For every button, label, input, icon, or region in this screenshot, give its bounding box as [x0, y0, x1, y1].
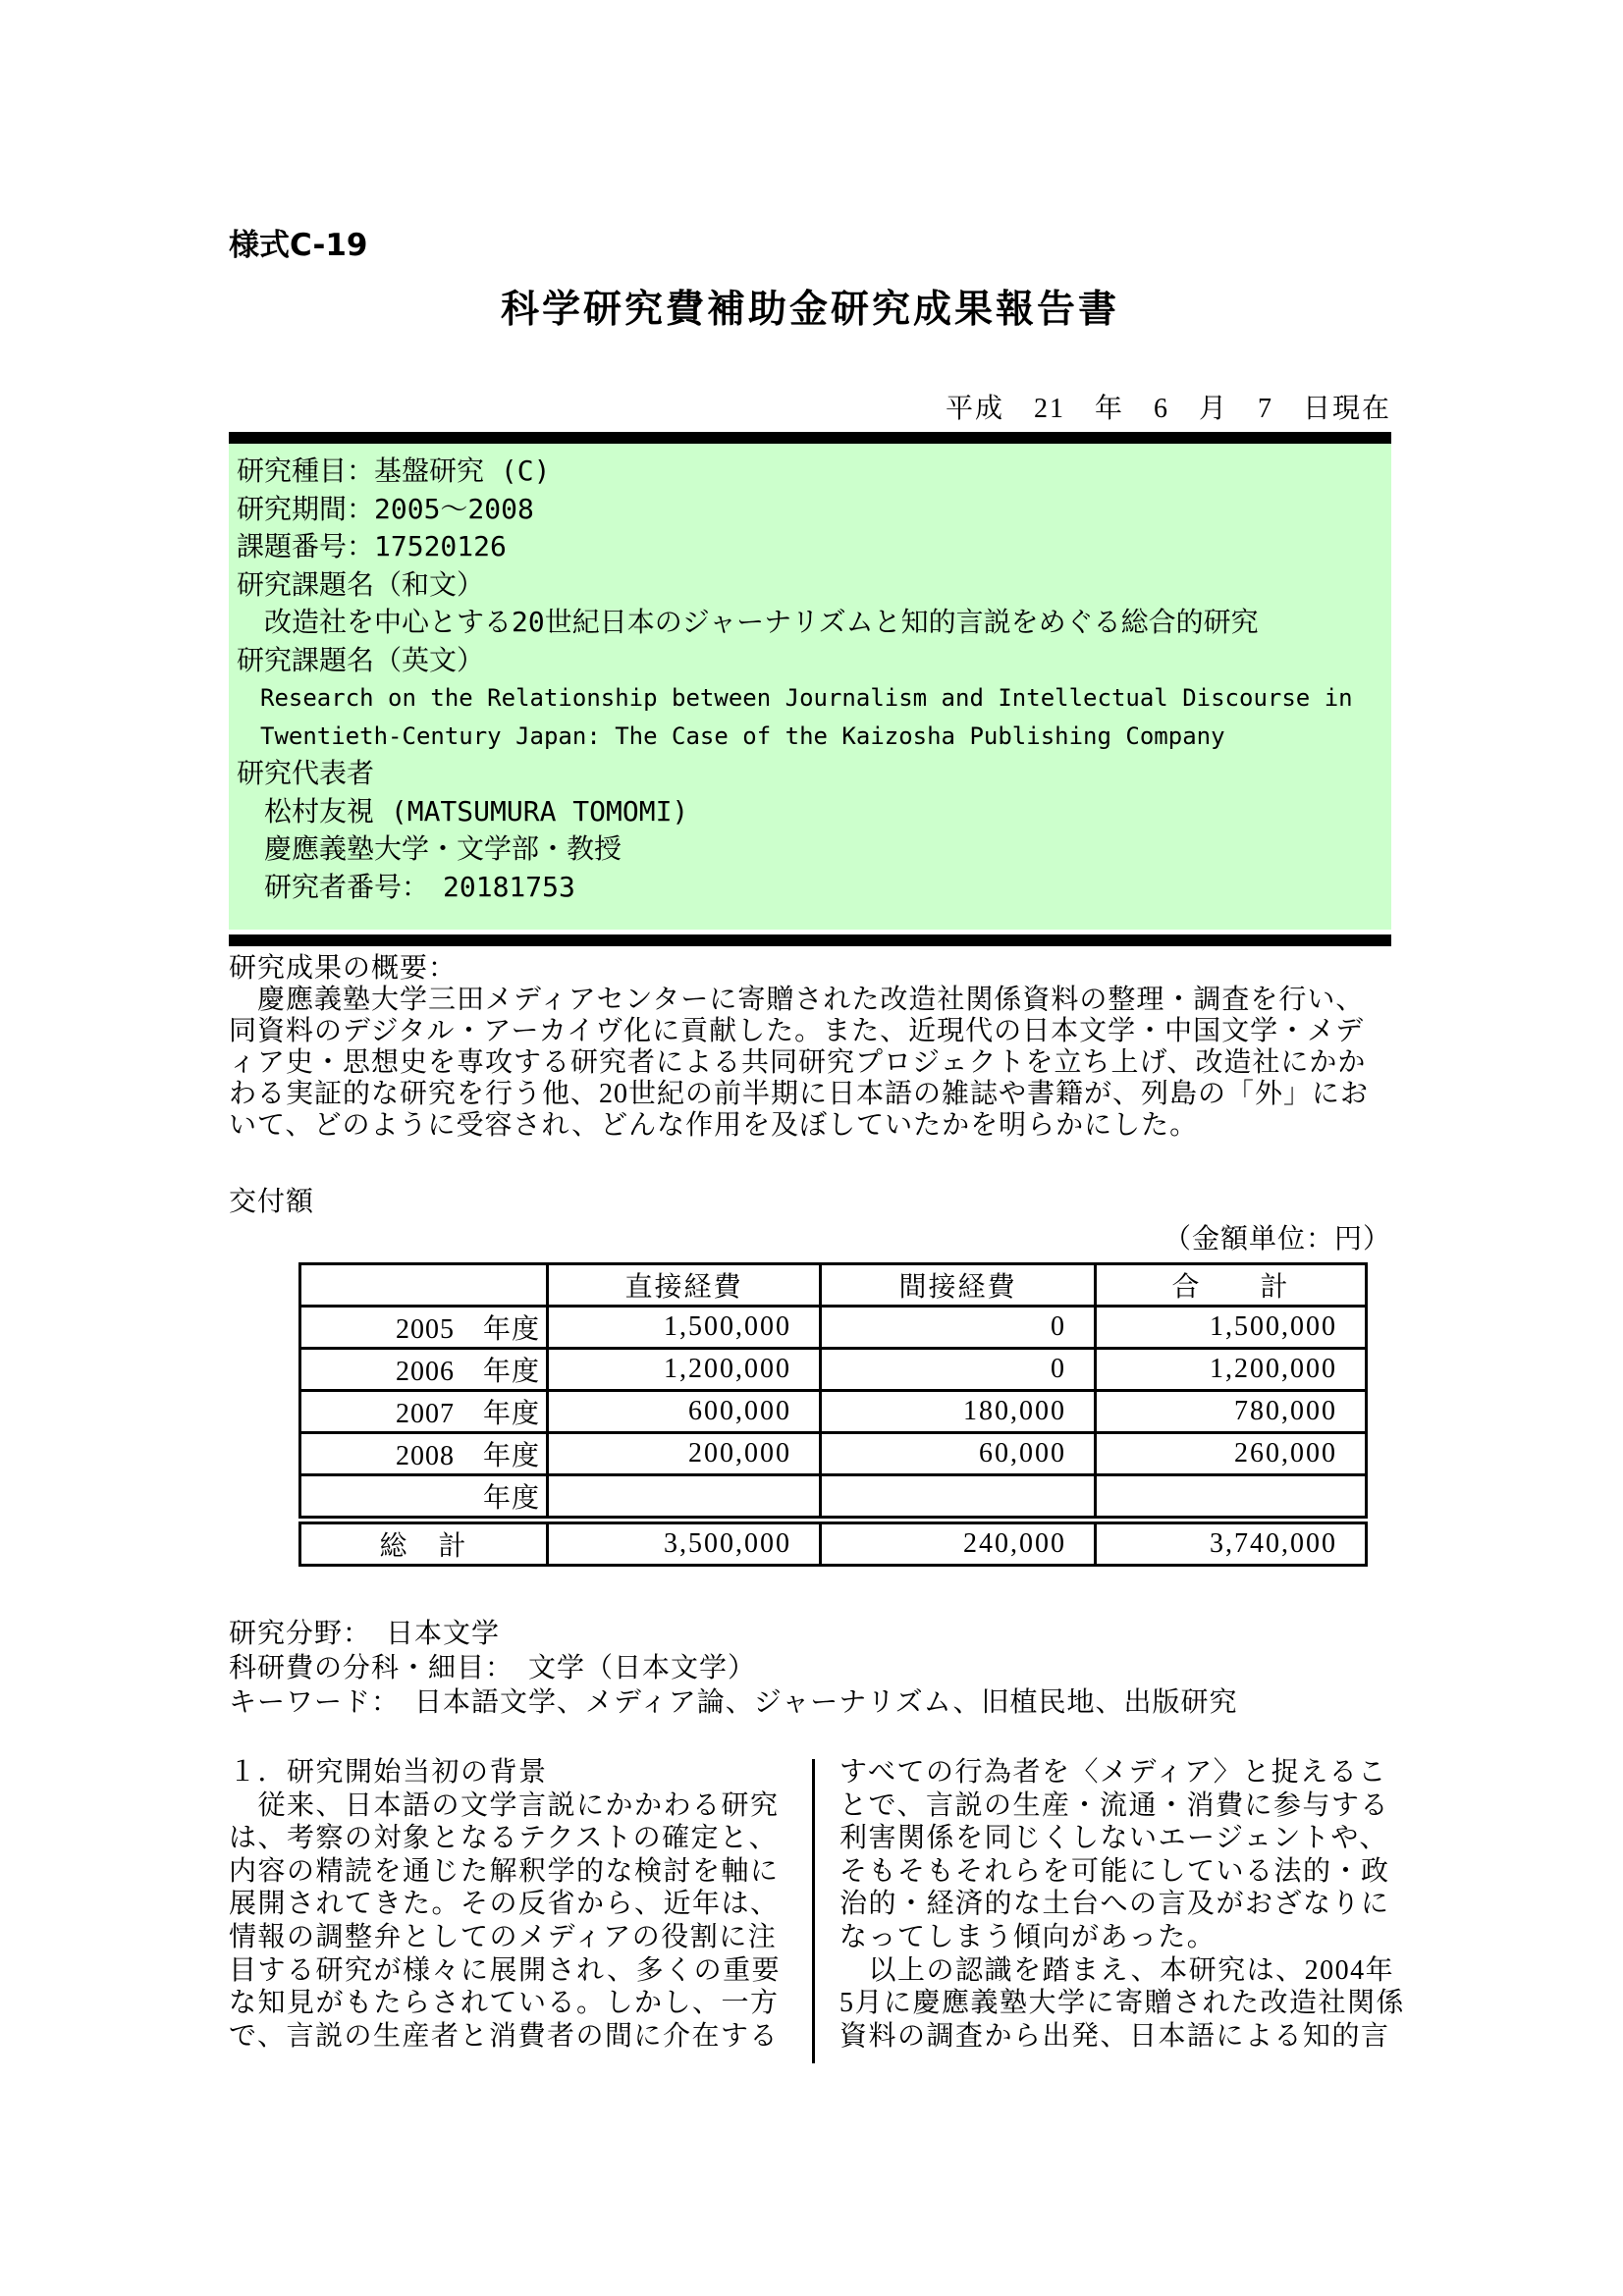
body-text-line: で、言説の生産者と消費者の間に介在する — [229, 2020, 779, 2052]
header-cell-blank — [300, 1264, 548, 1307]
body-text-line: 5月に慶應義塾大学に寄贈された改造社関係 — [839, 1988, 1406, 2019]
body-text-line: 内容の精読を通じた解釈学的な検討を軸に — [229, 1855, 780, 1887]
table-row — [300, 1433, 1367, 1475]
direct-cell: 1,500,000 — [548, 1307, 821, 1349]
research-info-box — [229, 444, 1391, 930]
body-text-line: すべての行為者を〈メディア〉と捉えるこ — [839, 1757, 1387, 1788]
summary-line: 同資料のデジタル・アーカイヴ化に貢献した。また、近現代の日本文学・中国文学・メデ — [229, 1016, 1365, 1046]
header-cell-total: 合 計 — [1096, 1264, 1367, 1307]
bottom-divider-bar — [229, 934, 1391, 946]
direct-total-cell: 3,500,000 — [548, 1521, 821, 1566]
body-text-line: 資料の調査から出発、日本語による知的言 — [839, 2020, 1390, 2052]
keywords-line: キーワード： 日本語文学、メディア論、ジャーナリズム、旧植民地、出版研究 — [229, 1687, 1238, 1718]
year-cell: 年度 — [300, 1475, 548, 1521]
form-code-label: 様式C-19 — [229, 228, 368, 263]
meta-section — [229, 1617, 1237, 1720]
subfield-line: 科研費の分科・細目： 文学（日本文学） — [229, 1653, 757, 1683]
researcher-number-line: 研究者番号： 20181753 — [237, 870, 575, 903]
pi-affiliation-line: 慶應義塾大学・文学部・教授 — [237, 832, 622, 865]
body-text-line: 従来、日本語の文学言説にかかわる研究 — [229, 1789, 780, 1821]
table-total-row — [300, 1521, 1367, 1566]
summary-line: ィア史・思想史を専攻する研究者による共同研究プロジェクトを立ち上げ、改造社にかか — [229, 1047, 1367, 1078]
body-text-line: とで、言説の生産・流通・消費に参与する — [839, 1789, 1389, 1821]
indirect-cell — [821, 1475, 1096, 1521]
indirect-total-cell: 240,000 — [821, 1521, 1096, 1566]
currency-unit-note: （金額単位：円） — [1163, 1224, 1391, 1255]
year-cell: 2008 年度 — [300, 1433, 548, 1475]
summary-section — [229, 953, 1399, 1142]
header-cell-indirect: 間接経費 — [821, 1264, 1096, 1307]
research-field-line: 研究分野： 日本文学 — [229, 1619, 501, 1649]
table-row — [300, 1349, 1367, 1391]
summary-line: 慶應義塾大学三田メディアセンターに寄贈された改造社関係資料の整理・調査を行い、 — [229, 985, 1365, 1015]
body-text-line: 目する研究が様々に展開され、多くの重要 — [229, 1954, 782, 1986]
header-cell-direct: 直接経費 — [548, 1264, 821, 1307]
table-row — [300, 1391, 1367, 1433]
title-en-line-1: Research on the Relationship between Journalism and Intellectual Discourse in — [237, 684, 1353, 712]
body-text-line: 治的・経済的な土台への言及がおざなりに — [839, 1889, 1390, 1920]
body-text-line: １．研究開始当初の背景 — [229, 1757, 548, 1788]
top-divider-bar — [229, 432, 1391, 444]
total-cell: 1,500,000 — [1096, 1307, 1367, 1349]
body-text-line: な知見がもたらされている。しかし、一方 — [229, 1988, 780, 2019]
summary-label: 研究成果の概要： — [229, 953, 458, 984]
summary-lines — [229, 985, 1399, 1142]
current-date-line: 平成 21 年 6 月 7 日現在 — [945, 394, 1391, 424]
indirect-cell: 60,000 — [821, 1433, 1096, 1475]
title-en-label-line: 研究課題名（英文） — [237, 643, 485, 676]
year-cell: 2006 年度 — [300, 1349, 548, 1391]
total-cell: 780,000 — [1096, 1391, 1367, 1433]
title-ja-label-line: 研究課題名（和文） — [237, 567, 485, 601]
body-left-column — [229, 1756, 818, 2053]
direct-cell — [548, 1475, 821, 1521]
total-cell: 1,200,000 — [1096, 1349, 1367, 1391]
research-category-line: 研究種目：基盤研究 (C) — [237, 454, 551, 487]
title-en-line-2: Twentieth-Century Japan: The Case of the Kaizosha Publishing Company — [237, 721, 1225, 750]
year-cell: 2005 年度 — [300, 1307, 548, 1349]
body-text-line: 利害関係を同じくしないエージェントや、 — [839, 1823, 1388, 1854]
project-number-line: 課題番号：17520126 — [237, 530, 507, 562]
body-text-line: そもそもそれらを可能にしている法的・政 — [839, 1855, 1390, 1887]
direct-cell: 1,200,000 — [548, 1349, 821, 1391]
summary-line: わる実証的な研究を行う他、20世紀の前半期に日本語の雑誌や書籍が、列島の「外」にお — [229, 1079, 1370, 1109]
grand-total-cell: 3,740,000 — [1096, 1521, 1367, 1566]
grand-total-label-cell: 総 計 — [300, 1521, 548, 1566]
pi-name-line: 松村友視 (MATSUMURA TOMOMI) — [237, 794, 689, 828]
total-cell: 260,000 — [1096, 1433, 1367, 1475]
document-title: 科学研究費補助金研究成果報告書 — [500, 288, 1119, 332]
funding-table-header-row — [300, 1264, 1367, 1307]
body-text-line: 展開されてきた。その反省から、近年は、 — [229, 1889, 780, 1920]
body-right-column — [839, 1756, 1417, 2053]
title-ja-line: 改造社を中心とする20世紀日本のジャーナリズムと知的言説をめぐる総合的研究 — [237, 606, 1259, 638]
research-period-line: 研究期間：2005～2008 — [237, 492, 534, 525]
pi-label-line: 研究代表者 — [237, 757, 375, 789]
year-cell: 2007 年度 — [300, 1391, 548, 1433]
summary-line: いて、どのように受容され、どんな作用を及ぼしていたかを明らかにした。 — [229, 1110, 1199, 1141]
direct-cell: 200,000 — [548, 1433, 821, 1475]
indirect-cell: 0 — [821, 1349, 1096, 1391]
body-text-line: なってしまう傾向があった。 — [839, 1921, 1217, 1952]
body-text-line: は、考察の対象となるテクストの確定と、 — [229, 1823, 779, 1854]
total-cell — [1096, 1475, 1367, 1521]
indirect-cell: 0 — [821, 1307, 1096, 1349]
direct-cell: 600,000 — [548, 1391, 821, 1433]
grant-amount-label: 交付額 — [229, 1187, 315, 1217]
table-row-empty — [300, 1475, 1367, 1521]
column-divider-rule — [812, 1759, 815, 2063]
table-row — [300, 1307, 1367, 1349]
funding-table — [298, 1262, 1368, 1567]
indirect-cell: 180,000 — [821, 1391, 1096, 1433]
body-text-line: 以上の認識を踏まえ、本研究は、2004年 — [839, 1954, 1395, 1986]
body-text-line: 情報の調整弁としてのメディアの役割に注 — [229, 1921, 778, 1952]
